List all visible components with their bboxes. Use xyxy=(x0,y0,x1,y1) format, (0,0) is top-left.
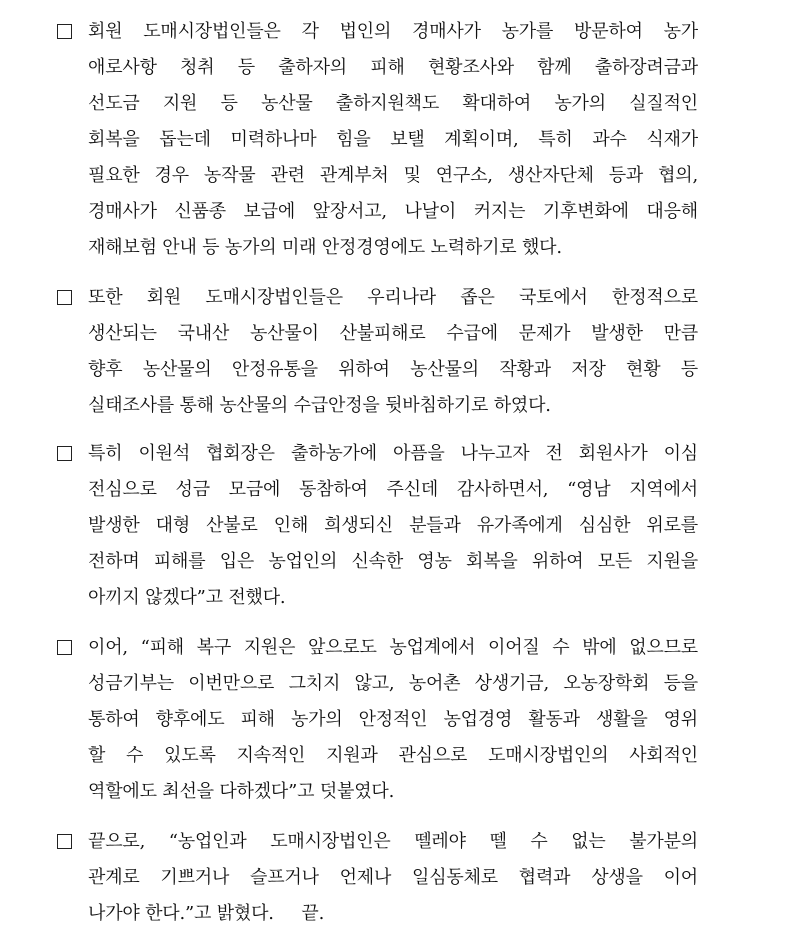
text-line xyxy=(0,230,793,266)
paragraph-gap xyxy=(0,266,793,280)
line-text: 필요한 경우 농작물 관련 관계부처 및 연구소, 생산자단체 등과 협의, xyxy=(88,165,698,186)
line-text: 발생한 대형 산불로 인해 희생되신 분들과 유가족에게 심심한 위로를 xyxy=(88,515,698,536)
line-text: 전심으로 성금 모금에 동참하여 주신데 감사하면서, “영남 지역에서 xyxy=(88,479,698,500)
line-text: 생산되는 국내산 농산물이 산불피해로 수급에 문제가 발생한 만큼 xyxy=(88,323,698,344)
paragraph-gap xyxy=(0,424,793,436)
line-text: 관계로 기쁘거나 슬프거나 언제나 일심동체로 협력과 상생을 이어 xyxy=(88,867,698,888)
text-line xyxy=(0,860,793,896)
paragraph-gap xyxy=(0,616,793,630)
text-line xyxy=(0,194,793,230)
line-text: 재해보험 안내 등 농가의 미래 안정경영에도 노력하기로 했다. xyxy=(88,237,562,258)
line-text: 실태조사를 통해 농산물의 수급안정을 뒷바침하기로 하였다. xyxy=(88,395,551,416)
line-text: 회원 도매시장법인들은 각 법인의 경매사가 농가를 방문하여 농가 xyxy=(88,21,698,42)
text-line xyxy=(0,436,793,472)
paragraph-3 xyxy=(0,436,793,616)
line-text: 또한 회원 도매시장법인들은 우리나라 좁은 국토에서 한정적으로 xyxy=(88,287,698,308)
text-line xyxy=(0,896,793,932)
line-text: 회복을 돕는데 미력하나마 힘을 보탤 계획이며, 특히 과수 식재가 xyxy=(88,129,698,150)
line-text: 애로사항 청취 등 출하자의 피해 현황조사와 함께 출하장려금과 xyxy=(88,57,698,78)
text-line xyxy=(0,824,793,860)
line-text: 나가야 한다.”고 밝혔다. 끝. xyxy=(88,903,325,924)
line-text: 경매사가 신품종 보급에 앞장서고, 나날이 커지는 기후변화에 대응해 xyxy=(88,201,698,222)
text-line xyxy=(0,86,793,122)
text-line xyxy=(0,316,793,352)
line-text: 아끼지 않겠다”고 전했다. xyxy=(88,587,286,608)
text-line xyxy=(0,738,793,774)
text-line xyxy=(0,352,793,388)
text-line xyxy=(0,50,793,86)
line-text: 통하여 향후에도 피해 농가의 안정적인 농업경영 활동과 생활을 영위 xyxy=(88,709,698,730)
paragraph-1 xyxy=(0,14,793,266)
paragraph-gap xyxy=(0,810,793,824)
text-line xyxy=(0,472,793,508)
line-text: 끝으로, “농업인과 도매시장법인은 뗄레야 뗄 수 없는 불가분의 xyxy=(88,831,698,852)
text-line xyxy=(0,158,793,194)
text-line xyxy=(0,122,793,158)
paragraph-2 xyxy=(0,280,793,424)
text-line xyxy=(0,702,793,738)
paragraph-4 xyxy=(0,630,793,810)
text-line xyxy=(0,280,793,316)
text-line xyxy=(0,630,793,666)
text-line xyxy=(0,544,793,580)
text-line xyxy=(0,580,793,616)
paragraph-5 xyxy=(0,824,793,932)
text-line xyxy=(0,508,793,544)
line-text: 향후 농산물의 안정유통을 위하여 농산물의 작황과 저장 현황 등 xyxy=(88,359,698,380)
text-line xyxy=(0,774,793,810)
line-text: 성금기부는 이번만으로 그치지 않고, 농어촌 상생기금, 오농장학회 등을 xyxy=(88,673,698,694)
line-text: 역할에도 최선을 다하겠다”고 덧붙였다. xyxy=(88,781,395,802)
line-text: 선도금 지원 등 농산물 출하지원책도 확대하여 농가의 실질적인 xyxy=(88,93,698,114)
text-line xyxy=(0,388,793,424)
line-text: 할 수 있도록 지속적인 지원과 관심으로 도매시장법인의 사회적인 xyxy=(88,745,698,766)
text-line xyxy=(0,14,793,50)
line-text: 특히 이원석 협회장은 출하농가에 아픔을 나누고자 전 회원사가 이심 xyxy=(88,443,698,464)
line-text: 이어, “피해 복구 지원은 앞으로도 농업계에서 이어질 수 밖에 없으므로 xyxy=(88,637,698,658)
text-line xyxy=(0,666,793,702)
line-text: 전하며 피해를 입은 농업인의 신속한 영농 회복을 위하여 모든 지원을 xyxy=(88,551,698,572)
